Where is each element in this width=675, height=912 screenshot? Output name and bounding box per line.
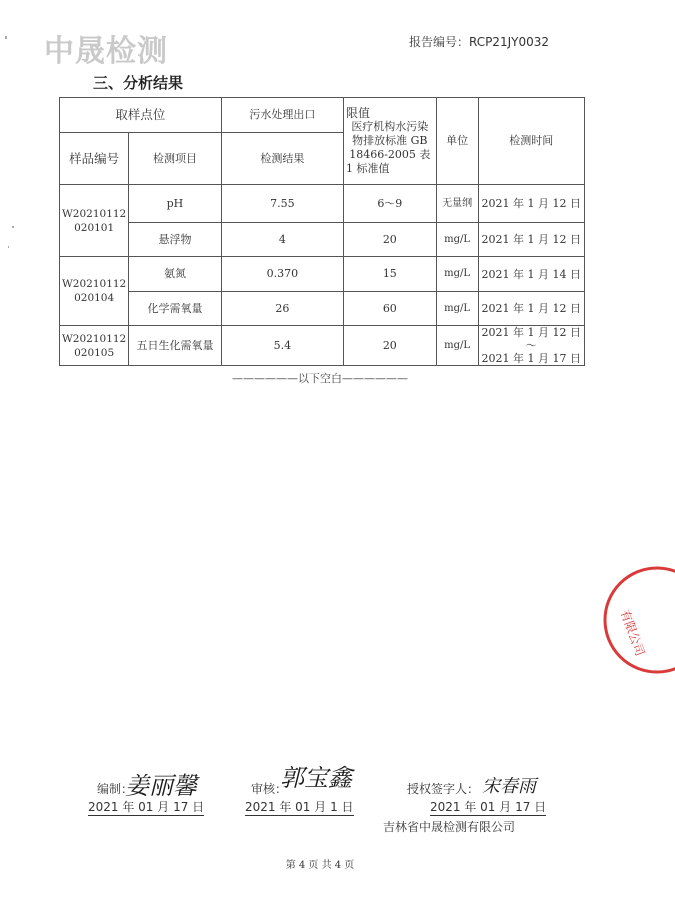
table-row bbox=[60, 185, 585, 223]
company-name: 吉林省中晟检测有限公司 bbox=[383, 820, 516, 834]
result-cell: 5.4 bbox=[221, 326, 343, 366]
unit-cell: 无量纲 bbox=[436, 185, 478, 223]
authorizer-signature: 宋春雨 bbox=[482, 776, 536, 797]
table-row bbox=[60, 292, 585, 326]
table-row bbox=[60, 326, 585, 366]
unit-cell: mg/L bbox=[436, 326, 478, 366]
limit-standard-description: 医疗机构水污染物排放标准 GB 18466-2005 表 1 标准值 bbox=[346, 120, 431, 175]
table-row bbox=[60, 257, 585, 292]
limit-cell: 20 bbox=[344, 223, 437, 257]
svg-text:有限公司: 有限公司 bbox=[617, 607, 648, 658]
sample-id-cell: W20210112 020105 bbox=[60, 326, 129, 366]
test-item-cell: 悬浮物 bbox=[129, 223, 221, 257]
analysis-results-table bbox=[59, 97, 585, 366]
table-header-row bbox=[60, 98, 585, 133]
limit-cell: 15 bbox=[344, 257, 437, 292]
test-time-cell: 2021 年 1 月 12 日～ 2021 年 1 月 17 日 bbox=[478, 326, 584, 366]
unit-cell: mg/L bbox=[436, 292, 478, 326]
unit-cell: mg/L bbox=[436, 257, 478, 292]
scan-speck bbox=[12, 226, 14, 228]
reviewer-label: 审核： bbox=[251, 782, 288, 796]
authorizer-label: 授权签字人： bbox=[407, 782, 480, 796]
test-item-label: 检测项目 bbox=[129, 133, 221, 185]
sampling-point-value: 污水处理出口 bbox=[221, 98, 343, 133]
test-item-cell: 氨氮 bbox=[129, 257, 221, 292]
compiler-signature: 姜丽馨 bbox=[125, 772, 197, 800]
limit-cell: 6～9 bbox=[344, 185, 437, 223]
limit-label: 限值 bbox=[346, 106, 371, 120]
test-item-cell: 化学需氧量 bbox=[129, 292, 221, 326]
unit-cell: mg/L bbox=[436, 223, 478, 257]
section-title: 三、分析结果 bbox=[93, 74, 184, 92]
result-cell: 26 bbox=[221, 292, 343, 326]
sample-id-cell: W20210112 020101 bbox=[60, 185, 129, 257]
company-logo-text: 中晟检测 bbox=[44, 34, 168, 69]
sampling-point-label: 取样点位 bbox=[60, 98, 222, 133]
test-time-cell: 2021 年 1 月 12 日 bbox=[478, 292, 584, 326]
table-row bbox=[60, 223, 585, 257]
test-time-label: 检测时间 bbox=[478, 98, 584, 185]
result-cell: 7.55 bbox=[221, 185, 343, 223]
scan-speck bbox=[8, 246, 9, 248]
result-cell: 4 bbox=[221, 223, 343, 257]
sample-number-label: 样品编号 bbox=[60, 133, 129, 185]
compiler-label: 编制： bbox=[97, 782, 134, 796]
results-body bbox=[60, 185, 585, 366]
reviewer-signature: 郭宝鑫 bbox=[280, 764, 352, 792]
test-time-cell: 2021 年 1 月 12 日 bbox=[478, 223, 584, 257]
report-number: 报告编号：RCP21JY0032 bbox=[408, 35, 549, 49]
test-time-cell: 2021 年 1 月 12 日 bbox=[478, 185, 584, 223]
page-number: 第 4 页 共 4 页 bbox=[285, 860, 355, 871]
test-item-cell: pH bbox=[129, 185, 221, 223]
reviewer-date: 2021 年 01 月 1 日 bbox=[245, 800, 354, 814]
result-cell: 0.370 bbox=[221, 257, 343, 292]
test-time-cell: 2021 年 1 月 14 日 bbox=[478, 257, 584, 292]
sample-id-cell: W20210112 020104 bbox=[60, 257, 129, 326]
limit-cell: 20 bbox=[344, 326, 437, 366]
unit-label: 单位 bbox=[436, 98, 478, 185]
company-seal-stamp bbox=[595, 560, 648, 680]
seal-icon bbox=[595, 560, 675, 680]
end-of-content-marker: ——————以下空白—————— bbox=[232, 372, 408, 385]
test-result-label: 检测结果 bbox=[221, 133, 343, 185]
test-item-cell: 五日生化需氧量 bbox=[129, 326, 221, 366]
compiler-date: 2021 年 01 月 17 日 bbox=[88, 800, 205, 814]
authorizer-date: 2021 年 01 月 17 日 bbox=[430, 800, 547, 814]
scan-speck bbox=[5, 36, 7, 39]
limit-header-cell bbox=[344, 98, 437, 185]
limit-cell: 60 bbox=[344, 292, 437, 326]
